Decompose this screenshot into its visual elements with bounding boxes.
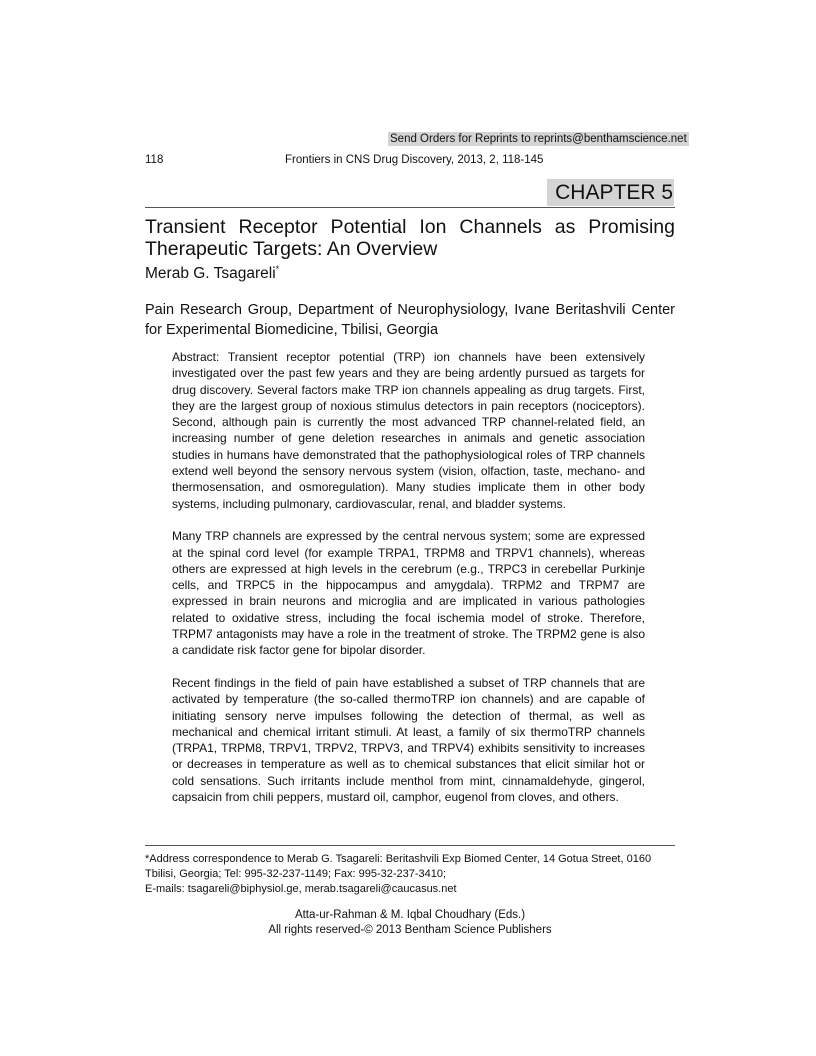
affiliation: Pain Research Group, Department of Neurophysiology, Ivane Beritashvili Center for Experimental Biomedicine, Tbilisi, Georgia xyxy=(145,302,675,338)
footnote-emails: E-mails: tsagareli@biphysiol.ge, merab.tsagareli@caucasus.net xyxy=(145,883,457,895)
footnote-divider xyxy=(145,845,675,846)
footnote xyxy=(145,852,675,897)
abstract-paragraph: Abstract: Transient receptor potential (TRP) ion channels have been extensively investigated over the past few years and they are being ardently pursued as targets for drug discovery. Several factors make TRP ion channels appealing as drug targets. First, they are the largest group of noxious stimulus detectors in pain receptors (nociceptors). Second, although pain is currently the most advanced TRP channel-related field, an increasing number of gene deletion researches in animals and genetic association studies in humans have demonstrated that the pathophysiological roles of TRP channels extend well beyond the sensory nervous system (vision, olfaction, taste, mechano- and thermosensation, and osmoregulation). Many studies implicate them in other body systems, including pulmonary, cardiovascular, renal, and bladder systems. xyxy=(172,350,645,511)
abstract xyxy=(172,349,645,822)
author-name: Merab G. Tsagareli xyxy=(145,265,276,283)
editors: Atta-ur-Rahman & M. Iqbal Choudhary (Eds.) xyxy=(294,909,526,921)
footnote-address: *Address correspondence to Merab G. Tsagareli: Beritashvili Exp Biomed Center, 14 Gotua Street, 0160 Tbilisi, Georgia; Tel: 995-32-237-1149; Fax: 995-32-237-3410; xyxy=(145,853,652,880)
author-mark: * xyxy=(275,264,280,274)
reprints-notice: Send Orders for Reprints to reprints@benthamscience.net xyxy=(390,133,687,145)
copyright: All rights reserved-© 2013 Bentham Science Publishers xyxy=(268,924,552,936)
header-divider xyxy=(145,207,675,208)
chapter-label: CHAPTER 5 xyxy=(547,179,674,206)
abstract-paragraph: Recent findings in the field of pain have established a subset of TRP channels that are activated by temperature (the so-called thermoTRP ion channels) and are capable of initiating sensory nerve impulses following the detection of thermal, as well as mechanical and chemical irritant stimuli. At least, a family of six thermoTRP channels (TRPA1, TRPM8, TRPV1, TRPV2, TRPV3, and TRPV4) exhibits sensitivity to increases or decreases in temperature as well as to chemical substances that elicit similar hot or cold sensations. Such irritants include menthol from mint, cinnamaldehyde, gingerol, capsaicin from chili peppers, mustard oil, camphor, eugenol from cloves, and others. xyxy=(172,675,645,805)
abstract-paragraph: Many TRP channels are expressed by the central nervous system; some are expressed at the spinal cord level (for example TRPA1, TRPM8 and TRPV1 channels), whereas others are expressed at high levels in the cerebrum (e.g., TRPC3 in cerebellar Purkinje cells, and TRPC5 in the hippocampus and amygdala). TRPM2 and TRPM7 are expressed in brain neurons and microglia and are implicated in various pathologies related to oxidative stress, including the focal ischemia model of stroke. Therefore, TRPM7 antagonists may have a role in the treatment of stroke. The TRPM2 gene is also a candidate risk factor gene for bipolar disorder. xyxy=(172,529,645,658)
page-number: 118 xyxy=(145,154,164,166)
author xyxy=(145,264,279,283)
chapter-title: Transient Receptor Potential Ion Channels as Promising Therapeutic Targets: An Overview xyxy=(145,216,675,260)
journal-citation: Frontiers in CNS Drug Discovery, 2013, 2, 118-145 xyxy=(285,154,544,166)
publisher-info xyxy=(145,908,675,938)
